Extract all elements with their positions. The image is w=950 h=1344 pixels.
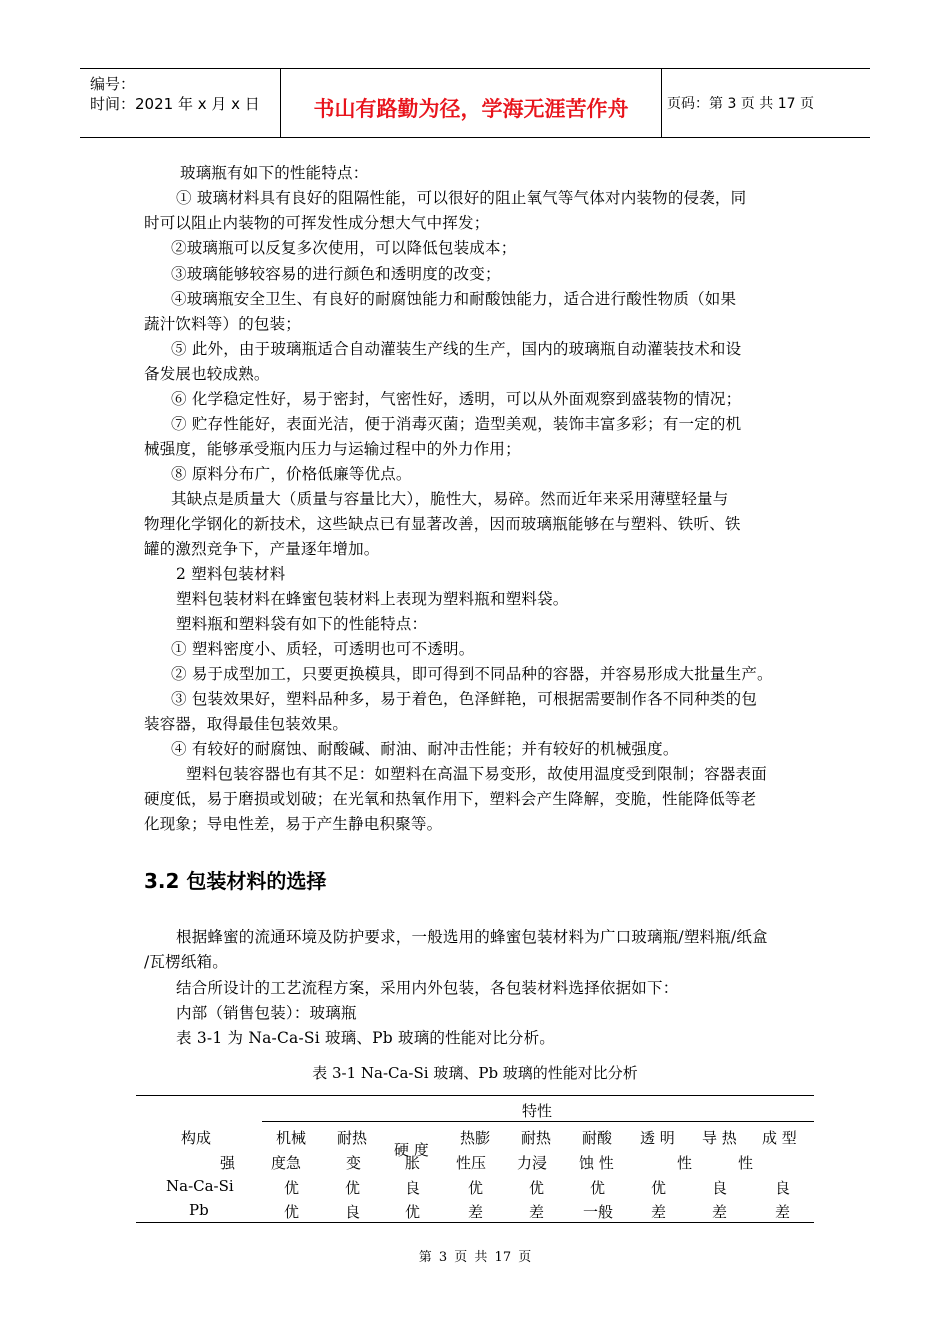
motto: 书山有路勤为径，学海无涯苦作舟 (313, 97, 629, 121)
body-line: ② 易于成型加工，只要更换模具，即可得到不同品种的容器，并容易形成大批量生产。 (171, 665, 773, 683)
table-cell: 差 (468, 1203, 484, 1221)
row-label: Pb (189, 1201, 209, 1219)
section-heading: 3.2 包装材料的选择 (144, 869, 327, 893)
col-header-sub: 性压 (456, 1154, 487, 1172)
body-line: 罐的激烈竞争下，产量逐年增加。 (144, 540, 380, 558)
subsection-title: 2 塑料包装材料 (176, 565, 286, 583)
col-header-sub: 胀 (405, 1154, 421, 1172)
page-info: 页码：第 3 页 共 17 页 (667, 96, 814, 112)
section-line: 根据蜂蜜的流通环境及防护要求，一般选用的蜂蜜包装材料为广口玻璃瓶/塑料瓶/纸盒 (176, 928, 768, 946)
section-line: 内部（销售包装）：玻璃瓶 (176, 1004, 357, 1022)
table-cell: 优 (284, 1179, 300, 1197)
body-line: ⑥ 化学稳定性好，易于密封，气密性好，透明，可以从外面观察到盛装物的情况； (171, 390, 742, 408)
body-line: 塑料包装容器也有其不足：如塑料在高温下易变形，故使用温度受到限制；容器表面 (186, 765, 767, 783)
col-header-sub: 蚀 性 (579, 1154, 614, 1172)
body-line: ④ 有较好的耐腐蚀、耐酸碱、耐油、耐冲击性能；并有较好的机械强度。 (171, 740, 679, 758)
body-line: 械强度，能够承受瓶内压力与运输过程中的外力作用； (144, 440, 521, 458)
table-cell: 优 (405, 1203, 421, 1221)
body-line: ④玻璃瓶安全卫生、有良好的耐腐蚀能力和耐酸蚀能力，适合进行酸性物质（如果 (171, 290, 737, 308)
body-line: ②玻璃瓶可以反复多次使用，可以降低包装成本； (171, 239, 517, 257)
table-cell: 差 (651, 1203, 667, 1221)
body-line: ⑦ 贮存性能好，表面光洁，便于消毒灭菌；造型美观，装饰丰富多彩；有一定的机 (171, 415, 742, 433)
col-header: 热膨 (460, 1129, 491, 1147)
table-cell: 差 (775, 1203, 791, 1221)
table-caption: 表 3-1 Na-Ca-Si 玻璃、Pb 玻璃的性能对比分析 (312, 1064, 638, 1082)
body-line: 时可以阻止内装物的可挥发性成分想大气中挥发； (144, 214, 490, 232)
body-line: ③ 包装效果好，塑料品种多，易于着色，色泽鲜艳，可根据需要制作各不同种类的包 (171, 690, 758, 708)
col-header: 耐热 (337, 1129, 368, 1147)
table-cell: 良 (712, 1179, 728, 1197)
table-cell: 一般 (583, 1203, 614, 1221)
col-header: 耐酸 (582, 1129, 613, 1147)
body-line: ⑧ 原料分布广，价格低廉等优点。 (171, 465, 412, 483)
col-header-sub: 度急 (271, 1154, 302, 1172)
table-top-rule (136, 1095, 814, 1096)
body-line: ③玻璃能够较容易的进行颜色和透明度的改变； (171, 265, 501, 283)
table-cell: 良 (775, 1179, 791, 1197)
table-cell: 良 (345, 1203, 361, 1221)
date-label: 时间：2021 年 x 月 x 日 (90, 95, 260, 113)
body-line: 塑料瓶和塑料袋有如下的性能特点： (176, 615, 428, 633)
body-line: 蔬汁饮料等）的包装； (144, 315, 302, 333)
header-meta-cell (80, 69, 281, 137)
col-header-sub: 性 (738, 1154, 754, 1172)
table-cell: 差 (712, 1203, 728, 1221)
body-line: ① 玻璃材料具有良好的阻隔性能，可以很好的阻止氧气等气体对内装物的侵袭，同 (176, 189, 747, 207)
body-line: 其缺点是质量大（质量与容量比大），脆性大，易碎。然而近年来采用薄壁轻量与 (171, 490, 729, 508)
table-group-header: 特性 (522, 1102, 553, 1120)
table-group-rule (262, 1121, 814, 1122)
col-header-sub: 变 (346, 1154, 362, 1172)
table-bottom-rule (136, 1222, 814, 1223)
col-header: 机械 (276, 1129, 307, 1147)
table-cell: 优 (651, 1179, 667, 1197)
page-header (80, 68, 870, 138)
body-line: 备发展也较成熟。 (144, 365, 270, 383)
page-footer: 第 3 页 共 17 页 (418, 1250, 532, 1265)
col-header: 成 型 (762, 1129, 797, 1147)
table-cell: 良 (405, 1179, 421, 1197)
body-line: 玻璃瓶有如下的性能特点： (180, 164, 369, 182)
row-header-bottom: 强 (220, 1154, 236, 1172)
section-line: 表 3-1 为 Na-Ca-Si 玻璃、Pb 玻璃的性能对比分析。 (176, 1029, 556, 1047)
body-line: 硬度低，易于磨损或划破；在光氧和热氧作用下，塑料会产生降解，变脆，性能降低等老 (144, 790, 757, 808)
col-header-sub: 性 (677, 1154, 693, 1172)
table-cell: 优 (529, 1179, 545, 1197)
table-cell: 优 (590, 1179, 606, 1197)
body-line: 物理化学钢化的新技术，这些缺点已有显著改善，因而玻璃瓶能够在与塑料、铁听、铁 (144, 515, 741, 533)
table-cell: 优 (345, 1179, 361, 1197)
header-page-cell (662, 69, 870, 137)
body-line: 装容器，取得最佳包装效果。 (144, 715, 349, 733)
serial-label: 编号： (90, 75, 136, 93)
table-cell: 差 (529, 1203, 545, 1221)
table-cell: 优 (284, 1203, 300, 1221)
col-header: 导 热 (702, 1129, 737, 1147)
col-header: 硬 度 (394, 1141, 429, 1159)
body-line: 塑料包装材料在蜂蜜包装材料上表现为塑料瓶和塑料袋。 (176, 590, 569, 608)
section-line: /瓦楞纸箱。 (144, 953, 228, 971)
col-header: 耐热 (521, 1129, 552, 1147)
row-label: Na-Ca-Si (166, 1177, 234, 1195)
section-line: 结合所设计的工艺流程方案，采用内外包装，各包装材料选择依据如下： (176, 979, 679, 997)
table-cell: 优 (468, 1179, 484, 1197)
row-header-top: 构成 (181, 1129, 212, 1147)
header-motto-cell (281, 69, 662, 137)
body-line: ⑤ 此外，由于玻璃瓶适合自动灌装生产线的生产，国内的玻璃瓶自动灌装技术和设 (171, 340, 742, 358)
body-line: ① 塑料密度小、质轻，可透明也可不透明。 (171, 640, 475, 658)
col-header-sub: 力浸 (517, 1154, 548, 1172)
body-line: 化现象；导电性差，易于产生静电积聚等。 (144, 815, 443, 833)
col-header: 透 明 (640, 1129, 675, 1147)
